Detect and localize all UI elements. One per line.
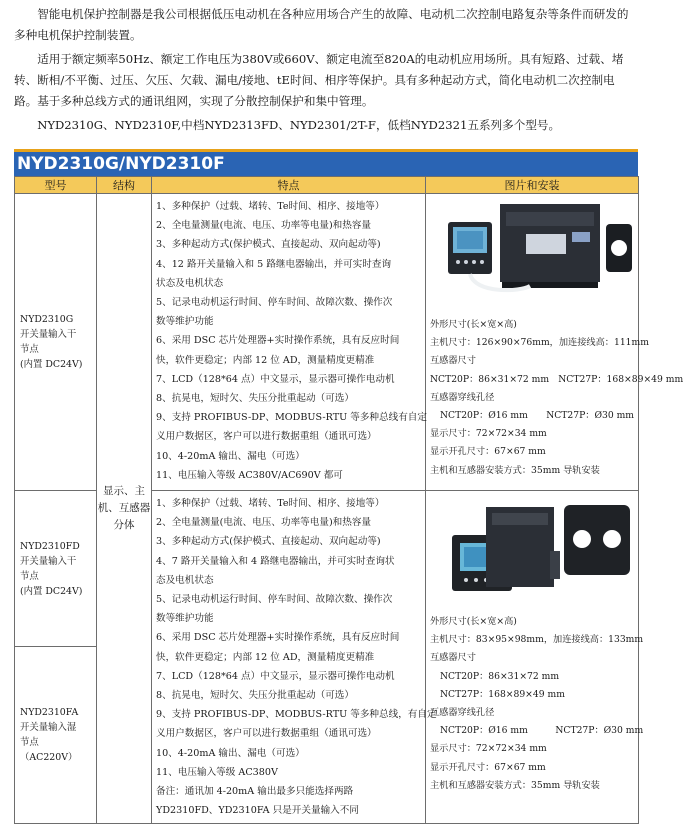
feature-line: 6、采用 DSC 芯片处理器+实时操作系统，具有反应时间 [156, 632, 400, 644]
pic-line: 显示尺寸：72×72×34 mm [430, 743, 547, 755]
intro-paragraph-2: 适用于额定频率50Hz、额定工作电压为380V或660V、额定电流至820A的电动机应用场所。具有短路、过载、堵转、断相/不平衡、过压、欠压、欠载、漏电/接地、tE时间、相序等保护。具有多种起动方式，简化电动机二次控制电路。基于多种总线方式的通讯组网，实现了分散控制保护和集中管理。 [14, 51, 624, 109]
pic-line: 互感器穿线孔径 [430, 391, 495, 403]
pic-line: 主机尺寸：126×90×76mm，加连接线高：111mm [430, 337, 649, 349]
pic-line: 互感器尺寸 [430, 355, 476, 367]
feature-line: 3、多种起动方式(保护模式、直接起动、双向起动等) [156, 536, 381, 548]
feature-line: 10、4-20mA 输出、漏电（可选） [156, 450, 305, 462]
pic-line: 主机和互感器安装方式：35mm 导轨安装 [430, 464, 600, 476]
feature-line: 10、4-20mA 输出、漏电（可选） [156, 747, 305, 759]
controller-f-device-image [430, 491, 634, 609]
pic-line: NCT20P：Ø16 mm NCT27P：Ø30 mm [440, 725, 644, 737]
model-line: NYD2310G [20, 314, 74, 325]
pic-line: NCT20P：Ø16 mm NCT27P：Ø30 mm [440, 410, 635, 422]
feature-line: 状态及电机状态 [156, 277, 224, 289]
pic-line: 主机和互感器安装方式：35mm 导轨安装 [430, 779, 600, 791]
model-line: (内置 DC24V) [20, 359, 83, 370]
feature-line: 义用户数据区，客户可以进行数据重组（通讯可选） [156, 728, 377, 740]
picture-cell-f [426, 491, 644, 824]
intro-paragraph-3: NYD2310G、NYD2310F,中档NYD2313FD、NYD2301/2T-F，低档NYD2321五系列多个型号。 [37, 118, 561, 133]
feature-line: 8、抗晃电，短时欠、失压分批重起动（可选） [156, 690, 354, 702]
pic-line: 外形尺寸(长×宽×高) [430, 616, 517, 627]
pic-line: 互感器穿线孔径 [430, 707, 495, 719]
feature-line: YD2310FD、YD2310FA 只是开关量输入不同 [156, 805, 359, 817]
model-cell-fd [15, 491, 97, 647]
header-structure: 结构 [97, 177, 152, 194]
intro [14, 4, 636, 139]
structure-cell [97, 194, 152, 824]
feature-line: 快，软件更稳定；内部 12 位 AD，测量精度更精准 [156, 651, 375, 663]
feature-line: 7、LCD（128*64 点）中文显示，显示器可操作电动机 [156, 373, 395, 385]
features-cell-g [152, 194, 426, 491]
features-cell-f [152, 491, 437, 824]
feature-line: 6、采用 DSC 芯片处理器+实时操作系统，具有反应时间 [156, 335, 400, 347]
product-photo-f [430, 491, 634, 613]
feature-line: 5、记录电动机运行时间、停车时间、故障次数、操作次 [156, 297, 393, 309]
feature-line: 4、7 路开关量输入和 4 路继电器输出，并可实时查询状 [156, 555, 395, 567]
pic-line: 互感器尺寸 [430, 652, 476, 664]
model-line: NYD2310FD [20, 540, 80, 552]
model-line: 开关量输入干 [20, 329, 77, 340]
feature-line: 9、支持 PROFIBUS-DP、MODBUS-RTU 等多种总线，有自定 [156, 709, 437, 721]
model-line: 节点 [20, 737, 39, 749]
feature-line: 数等维护功能 [156, 316, 214, 328]
feature-line: 4、12 路开关量输入和 5 路继电器输出，并可实时查询 [156, 258, 392, 270]
table-row-g [15, 194, 639, 491]
structure-line: 机、互感器 [97, 502, 151, 515]
feature-line: 态及电机状态 [156, 574, 214, 586]
feature-line: 1、多种保护（过载、堵转、Te时间、相序、接地等） [156, 498, 385, 509]
header-model: 型号 [15, 177, 97, 194]
feature-line: 11、电压输入等级 AC380V/AC690V 都可 [156, 469, 343, 481]
spec-table [14, 176, 683, 824]
feature-line: 义用户数据区，客户可以进行数据重组（通讯可选） [156, 431, 377, 443]
pic-line: 显示开孔尺寸：67×67 mm [430, 446, 546, 458]
structure-line: 显示、主 [103, 485, 145, 498]
pic-line: 显示开孔尺寸：67×67 mm [430, 761, 546, 773]
structure-line: 分体 [113, 519, 135, 532]
model-line: 开关量输入干 [20, 555, 77, 567]
table-header-row [15, 177, 639, 194]
controller-device-image [430, 194, 634, 312]
section-banner: NYD2310G/NYD2310F [14, 149, 638, 176]
feature-line: 7、LCD（128*64 点）中文显示，显示器可操作电动机 [156, 670, 395, 682]
product-photo-g [430, 194, 634, 316]
header-picture: 图片和安装 [426, 177, 639, 194]
model-line: 节点 [20, 344, 39, 355]
pic-line: 外形尺寸(长×宽×高) [430, 319, 517, 330]
intro-paragraph-1: 智能电机保护控制器是我公司根据低压电动机在各种应用场合产生的故障、电动机二次控制电路复杂等条件而研发的多种电机保护控制装置。 [14, 7, 629, 43]
feature-line: 11、电压输入等级 AC380V [156, 766, 278, 778]
feature-line: 备注：通讯加 4-20mA 输出最多只能选择两路 [156, 786, 354, 798]
pic-line: 显示尺寸：72×72×34 mm [430, 428, 547, 440]
model-cell-g [15, 194, 97, 491]
feature-line: 1、多种保护（过载、堵转、Te时间、相序、接地等） [156, 201, 385, 212]
feature-line: 3、多种起动方式(保护模式、直接起动、双向起动等) [156, 239, 381, 251]
model-cell-fa [15, 647, 97, 824]
pic-line: NCT27P：168×89×49 mm [440, 688, 565, 700]
feature-line: 快，软件更稳定；内部 12 位 AD，测量精度更精准 [156, 354, 375, 366]
model-line: 节点 [20, 570, 39, 582]
feature-line: 5、记录电动机运行时间、停车时间、故障次数、操作次 [156, 594, 393, 606]
feature-line: 数等维护功能 [156, 613, 214, 625]
pic-line: 主机尺寸：83×95×98mm，加连接线高：133mm [430, 634, 644, 646]
model-line: （AC220V） [20, 752, 78, 764]
model-line: NYD2310FA [20, 707, 79, 719]
feature-line: 8、抗晃电，短时欠、失压分批重起动（可选） [156, 393, 354, 405]
feature-line: 2、全电量测量(电流、电压、功率等电量)和热容量 [156, 220, 372, 232]
model-line: 开关量输入湿 [20, 722, 77, 734]
feature-line: 2、全电量测量(电流、电压、功率等电量)和热容量 [156, 517, 372, 529]
pic-line: NCT20P：86×31×72 mm [440, 670, 560, 682]
model-line: (内置 DC24V) [20, 585, 83, 597]
header-features: 特点 [152, 177, 426, 194]
feature-line: 9、支持 PROFIBUS-DP、MODBUS-RTU 等多种总线有自定 [156, 412, 427, 424]
pic-line: NCT20P：86×31×72 mm NCT27P：168×89×49 mm [430, 373, 683, 385]
picture-cell-g [426, 194, 683, 491]
